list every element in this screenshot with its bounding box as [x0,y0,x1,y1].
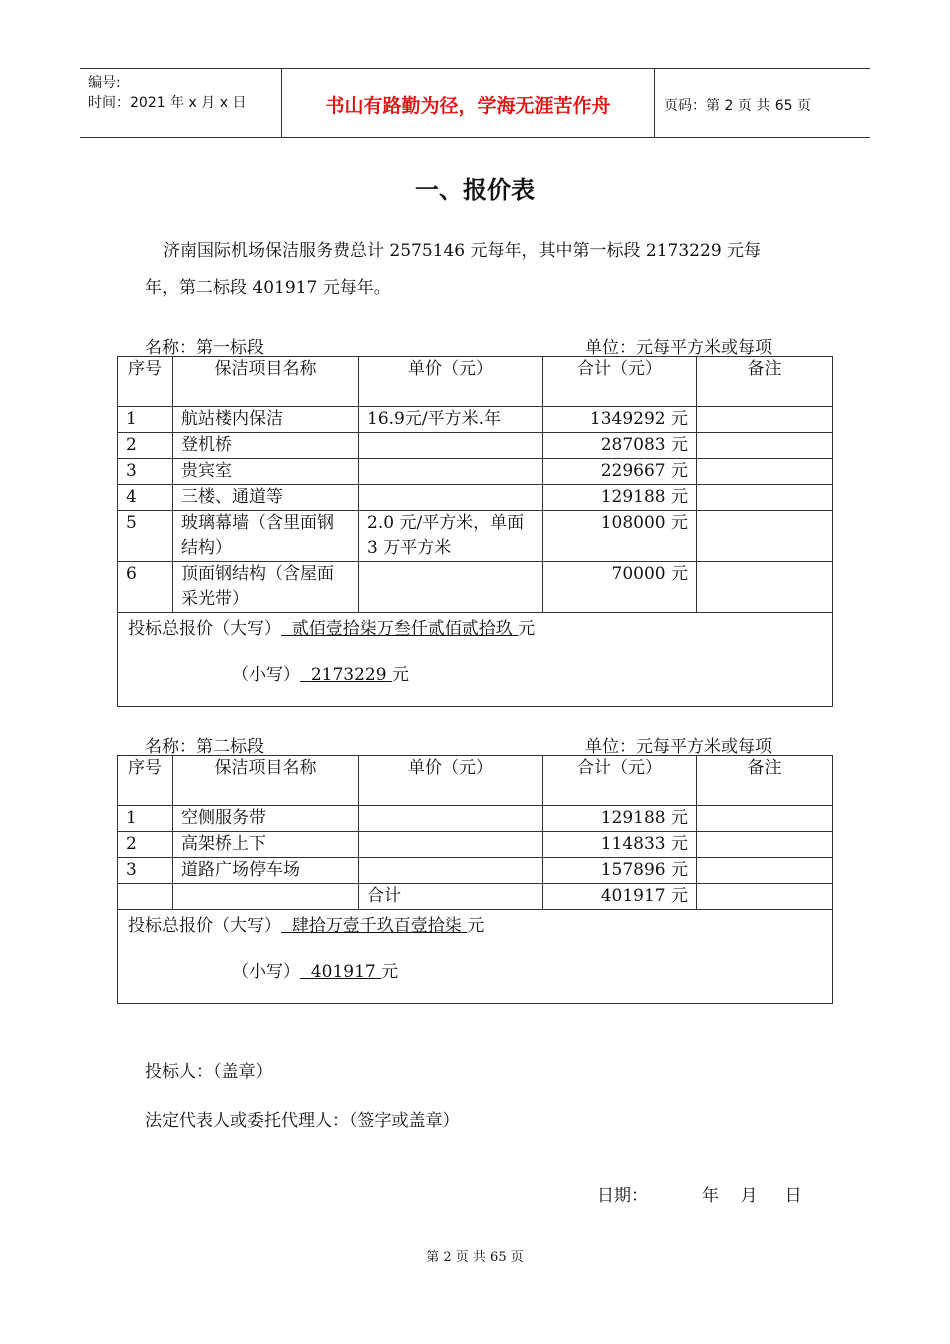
row-total: 229667 元 [543,459,697,485]
row-item [173,884,359,910]
row-number [118,884,173,910]
row-price [359,485,543,511]
section1-name: 名称：第一标段 [145,338,264,358]
header-meta [88,73,246,113]
row-number: 2 [118,433,173,459]
header-cell: 合计（元） [543,357,697,407]
row-note [697,884,833,910]
row-total: 129188 元 [543,806,697,832]
row-price [359,858,543,884]
header-cell: 保洁项目名称 [173,756,359,806]
row-note [697,433,833,459]
row-item: 高架桥上下 [173,832,359,858]
row-note [697,806,833,832]
row-note [697,511,833,562]
row-number: 6 [118,562,173,613]
header-cell: 备注 [697,756,833,806]
table-header-row [118,756,833,806]
row-price [359,832,543,858]
bidder-line: 投标人：（盖章） [145,1062,273,1082]
section2-unit: 单位：元每平方米或每项 [585,737,772,757]
table-row [118,832,833,858]
header-cell: 单价（元） [359,756,543,806]
row-item: 贵宾室 [173,459,359,485]
bid-lower-yuan: 元 [381,962,399,982]
row-note [697,562,833,613]
row-number: 4 [118,485,173,511]
bid-upper-label: 投标总报价（大写） [128,619,281,639]
row-number: 3 [118,858,173,884]
row-number: 3 [118,459,173,485]
row-number: 5 [118,511,173,562]
header-cell: 备注 [697,357,833,407]
table-row [118,858,833,884]
header-divider [654,69,655,137]
row-item: 道路广场停车场 [173,858,359,884]
row-item: 顶面钢结构（含屋面采光带） [173,562,359,613]
bid-total-row [118,613,833,707]
bid-lower-label: （小写） [232,665,300,685]
section1-unit: 单位：元每平方米或每项 [585,338,772,358]
bid-upper-value: 贰佰壹拾柒万叁仟贰佰贰拾玖 [291,619,513,639]
row-note [697,407,833,433]
row-number: 1 [118,407,173,433]
bid-lower-value: 401917 [310,962,376,982]
row-price [359,433,543,459]
row-item: 三楼、通道等 [173,485,359,511]
header-cell: 单价（元） [359,357,543,407]
quote-table-2 [117,755,833,1004]
row-total: 108000 元 [543,511,697,562]
representative-line: 法定代表人或委托代理人：（签字或盖章） [145,1111,460,1131]
bid-upper-label: 投标总报价（大写） [128,916,281,936]
table-row [118,562,833,613]
table-row [118,459,833,485]
date-label: 日期： [597,1186,648,1206]
row-price: 16.9元/平方米.年 [359,407,543,433]
document-header [80,68,870,138]
table-row [118,433,833,459]
row-price [359,459,543,485]
row-total: 401917 元 [543,884,697,910]
table-row [118,407,833,433]
row-total: 287083 元 [543,433,697,459]
row-price: 合计 [359,884,543,910]
row-total: 1349292 元 [543,407,697,433]
table-header-row [118,357,833,407]
intro-line-1: 济南国际机场保洁服务费总计 2575146 元每年，其中第一标段 2173229 元每 [163,241,762,261]
header-cell: 保洁项目名称 [173,357,359,407]
row-note [697,858,833,884]
table-row [118,884,833,910]
table-row [118,806,833,832]
row-price [359,562,543,613]
row-item: 玻璃幕墙（含里面钢结构） [173,511,359,562]
page-title: 一、报价表 [415,176,535,204]
row-item: 空侧服务带 [173,806,359,832]
row-total: 70000 元 [543,562,697,613]
row-price [359,806,543,832]
bid-lower-value: 2173229 [310,665,387,685]
header-cell: 合计（元） [543,756,697,806]
header-motto: 书山有路勤为径，学海无涯苦作舟 [325,95,611,117]
bid-total-cell [118,613,833,707]
table-row [118,511,833,562]
table-row [118,485,833,511]
section2-name: 名称：第二标段 [145,737,264,757]
row-total: 114833 元 [543,832,697,858]
bid-total-row [118,910,833,1004]
header-cell: 序号 [118,756,173,806]
header-cell: 序号 [118,357,173,407]
number-label: 编号: [88,75,121,91]
row-number: 2 [118,832,173,858]
bid-lower-label: （小写） [232,962,300,982]
row-note [697,832,833,858]
date-fields: 年 月 日 [702,1186,802,1206]
row-item: 登机桥 [173,433,359,459]
row-note [697,459,833,485]
row-number: 1 [118,806,173,832]
bid-total-cell [118,910,833,1004]
bid-lower-yuan: 元 [391,665,409,685]
quote-table-1 [117,356,833,707]
intro-line-2: 年，第二标段 401917 元每年。 [145,278,391,298]
time-label: 时间：2021 年 x 月 x 日 [88,95,247,111]
row-price: 2.0 元/平方米，单面 3 万平方米 [359,511,543,562]
bid-upper-yuan: 元 [518,619,536,639]
row-note [697,485,833,511]
page-footer: 第 2 页 共 65 页 [426,1250,524,1265]
header-page-label: 页码：第 2 页 共 65 页 [664,98,811,114]
row-item: 航站楼内保洁 [173,407,359,433]
row-total: 129188 元 [543,485,697,511]
bid-upper-value: 肆拾万壹千玖百壹拾柒 [291,916,462,936]
row-total: 157896 元 [543,858,697,884]
bid-upper-yuan: 元 [467,916,485,936]
